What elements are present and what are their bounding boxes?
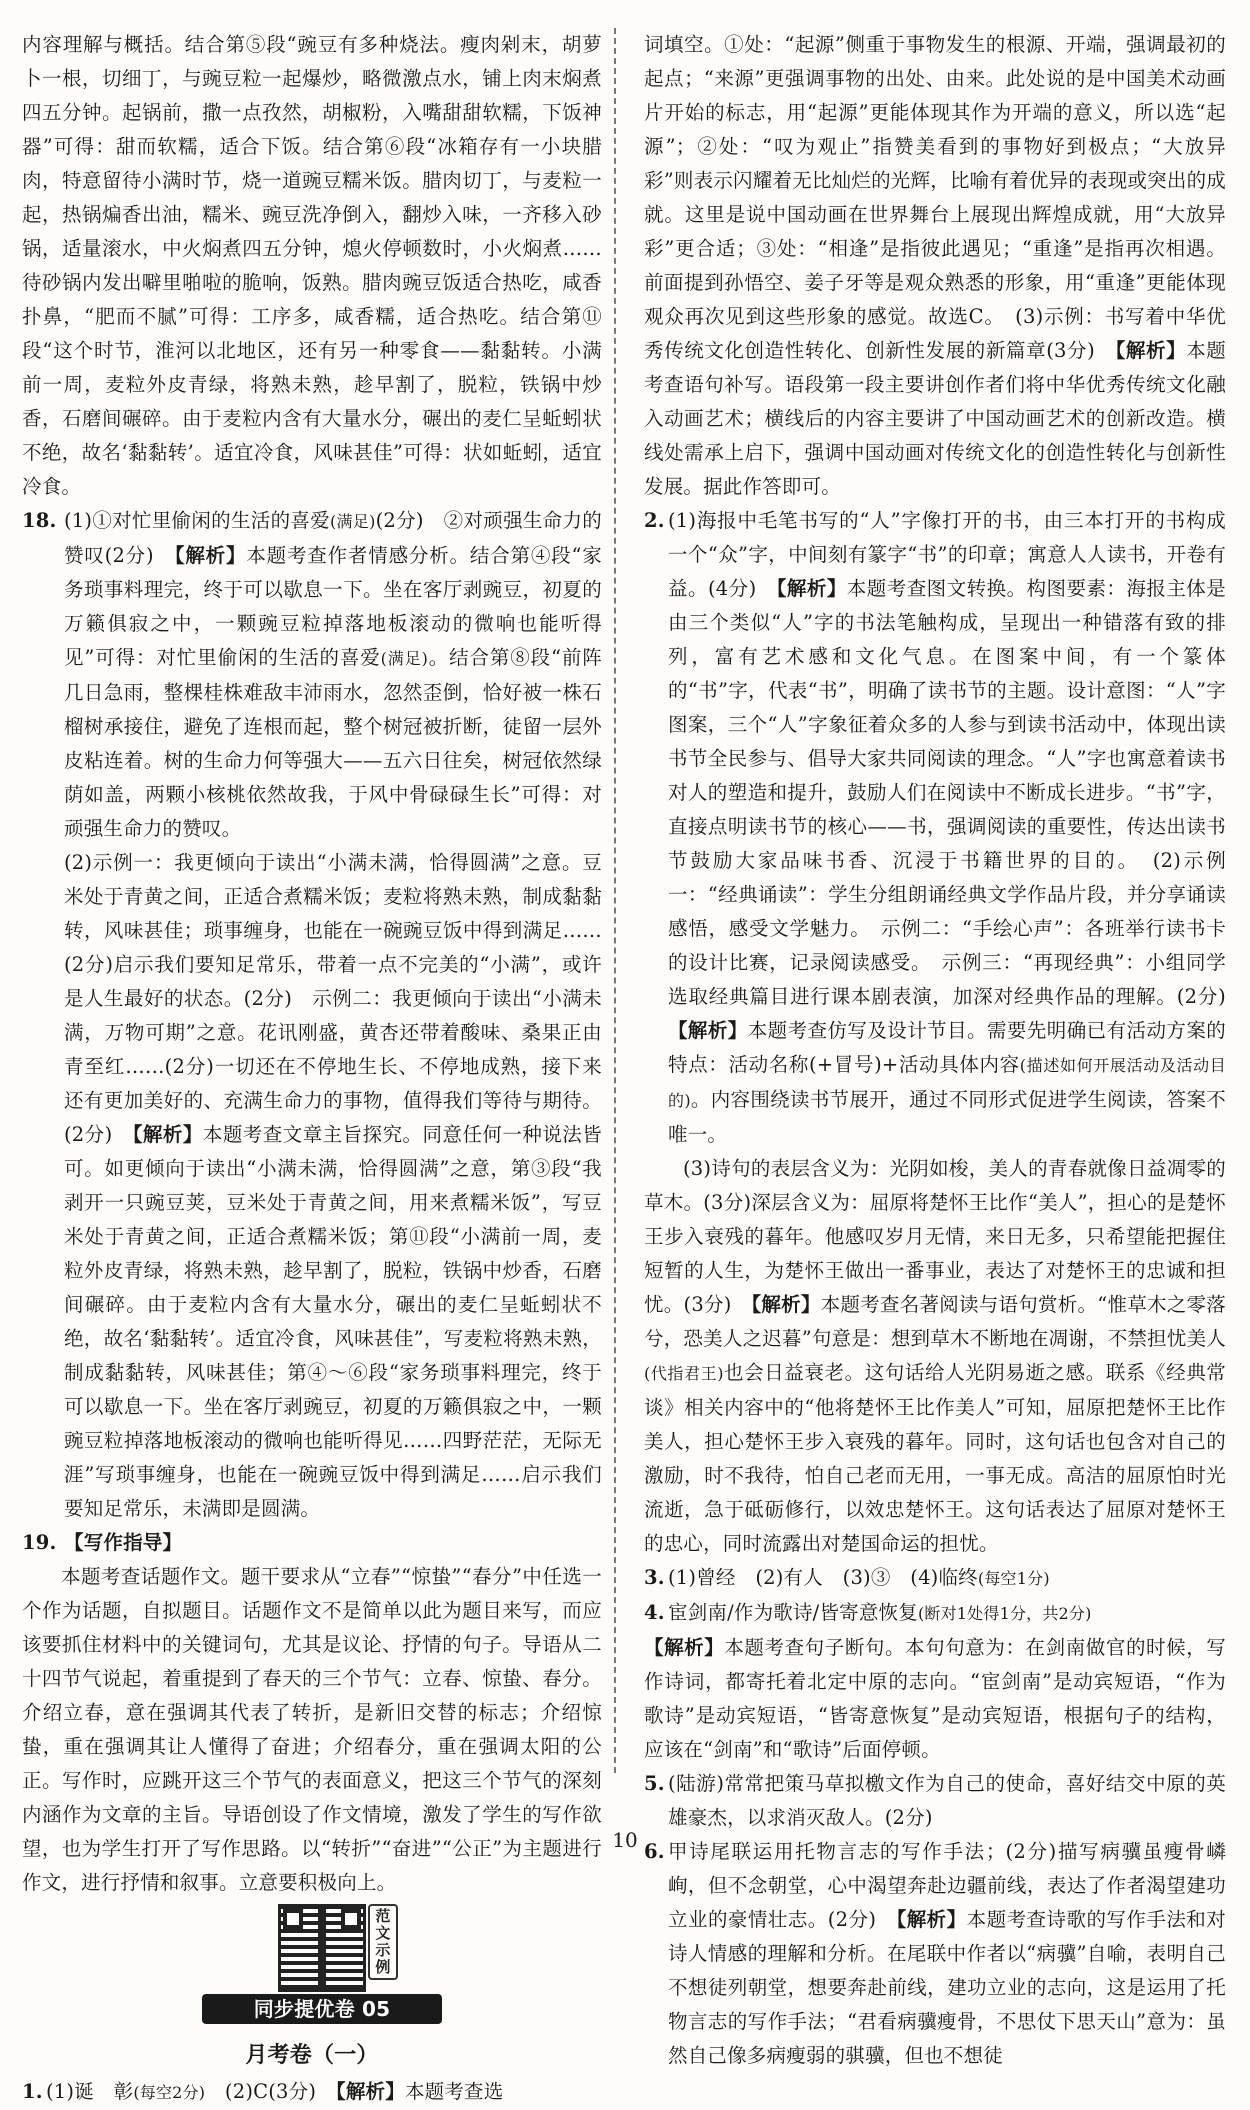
q2-g: 也会日益衰老。这句话给人光阴易逝之感。联系《经典常谈》相关内容中的“他将楚怀王比作美人”可知，屈原把楚怀王比作美人，担心楚怀王步入衰残的暮年。同时，这句话也包含对自己的激励，时不我待，怕自己老而无用，一事无成。高洁的屈原怕时光流逝，急于砥砺修行，以效忠楚怀王。这句话表达了屈原对楚怀王的忠心，同时流露出对楚国命运的担忧。: [644, 1361, 1226, 1555]
analysis-tag: 【解析】: [668, 1019, 748, 1042]
q4-number: 4.: [644, 1601, 665, 1624]
analysis-tag: 【解析】: [335, 2080, 405, 2103]
q6-number: 6.: [644, 1840, 665, 1863]
qr-section: [22, 1904, 602, 2039]
q3-a: (1)曾经 (2)有人 (3)③ (4)临终: [668, 1566, 978, 1589]
q6-a: 甲诗尾联运用托物言志的写作手法；(2分)描写病骥虽瘦骨嶙峋，但不念朝堂，心中渴望奔赴边疆前线，表达了作者渴望建功立业的豪情壮志。(2分): [668, 1840, 1226, 1931]
q2-part1: [668, 504, 1246, 1152]
column-divider: [614, 28, 616, 1773]
q4-text: [668, 1596, 1226, 1631]
q2-f-note: (代指君王): [644, 1364, 724, 1383]
q2-c-note: (描述如何开展活动及活动目的): [668, 1056, 1226, 1110]
q17-continued: 内容理解与概括。结合第⑤段“豌豆有多种烧法。瘦肉剁末，胡萝卜一根，切细丁，与豌豆粒一起爆炒，略微激点水，铺上肉末焖煮四五分钟。起锅前，撒一点孜然，胡椒粉，入嘴甜甜软糯，下饭神器”可得：甜而软糯，适合下饭。结合第⑥段“冰箱存有一小块腊肉，特意留待小满时节，烧一道豌豆糯米饭。腊肉切丁，与麦粒一起，热锅煸香出油，糯米、豌豆洗净倒入，翻炒入味，一齐移入砂锅，适量滚水，中火焖煮四五分钟，熄火停顿数时，小火焖煮……待砂锅内发出噼里啪啦的脆响，饭熟。腊肉豌豆饭适合热吃，咸香扑鼻，“肥而不腻”可得：工序多，咸香糯，适合热吃。结合第⑪段“这个时节，淮河以北地区，还有另一种零食——黏黏转。小满前一周，麦粒外皮青绿，将熟未熟，趁早割了，脱粒，铁锅中炒香，石磨间碾碎。由于麦粒内含有大量水分，碾出的麦仁呈蚯蚓状不绝，故名‘黏黏转’。适宜冷食，风味甚佳”可得：状如蚯蚓，适宜冷食。: [22, 33, 602, 498]
q4-answer: [644, 1596, 1226, 1631]
q18-p2-a: (2)示例一：我更倾向于读出“小满未满，恰得圆满”之意。豆米处于青黄之间，正适合煮糯米饭；麦粒将熟未熟，制成黏黏转，风味甚佳；琐事缠身，也能在一碗豌豆饭中得到满足……(2分)启示我们要知足常乐，带着一点不完美的“小满”，或许是人生最好的状态。(2分) 示例二：我更倾向于读出“小满未满，万物可期”之意。花讯刚盛，黄杏还带着酸味、桑果正由青至红……(2分)一切还在不停地生长、不停地成熟，接下来还有更加美好的、充满生命力的事物，值得我们等待与期待。(2分): [64, 851, 602, 1146]
q18-p1-note: (满足): [330, 512, 376, 531]
analysis-tag: 【解析】: [896, 1908, 967, 1931]
q2-part3: [644, 1152, 1226, 1561]
analysis-tag: 【解析】: [1115, 339, 1187, 362]
q1-text: [46, 2075, 602, 2110]
q4-analysis: [644, 1631, 1226, 1767]
q3-note: (每空1分): [977, 1569, 1050, 1588]
q2-e: (3)诗句的表层含义为：光阴如梭，美人的青春就像日益凋零的草木。(3分)深层含义为：屈原将楚怀王比作“美人”，担心的是楚怀王步入衰残的暮年。他感叹岁月无情，来日无多，只希望能把握住短暂的人生，为楚怀王做出一番事业，表达了对楚怀王的忠诚和担忧。(3分): [644, 1157, 1226, 1316]
q1-cont-a: 词填空。①处：“起源”侧重于事物发生的根源、开端，强调最初的起点；“来源”更强调事物的出处、由来。此处说的是中国美术动画片开始的标志，用“起源”更能体现其作为开端的意义，所以选“起源”；②处：“叹为观止”指赞美看到的事物好到极点；“大放异彩”则表示闪耀着无比灿烂的光辉，比喻有着优异的表现或突出的成就。这里是说中国动画在世界舞台上展现出辉煌成就，用“大放异彩”更合适；③处：“相逢”是指彼此遇见；“重逢”是指再次相遇。前面提到孙悟空、姜子牙等是观众熟悉的形象，用“重逢”更能体现观众再次见到这些形象的感觉。故选C。 (3)示例：书写着中华优秀传统文化创造性转化、创新性发展的新篇章(3分): [644, 33, 1226, 362]
q1-continued: [644, 28, 1226, 504]
right-column: [644, 28, 1246, 2073]
q18-p1-b: (2分) ②对顽强生命力的赞叹(2分): [64, 509, 602, 567]
q1-note: (每空2分): [133, 2083, 206, 2102]
q4-a: 宦剑南/作为歌诗/皆寄意恢复: [668, 1601, 918, 1624]
q18-answer: [22, 504, 602, 1526]
q19-heading: 【写作指导】: [64, 1531, 183, 1554]
q18-part1: [64, 504, 602, 846]
section-banner: 同步提优卷 05: [202, 1994, 442, 2024]
qr-label: 范文示例: [368, 1904, 398, 1980]
q5-text: (陆游)常常把策马草拟檄文作为自己的使命，喜好结交中原的英雄豪杰，以求消灭敌人。(2分): [668, 1772, 1227, 1829]
q18-p1-d: 。结合第⑧段“前阵几日急雨，整棵桂株难敌丰沛雨水，忽然歪倒，恰好被一株石榴树承接住，避免了连根而起，整个树冠被折断，徒留一层外皮粘连着。树的生命力何等强大——五六日往矣，树冠依然绿荫如盖，两颗小核桃依然故我，于风中骨碌碌生长”可得：对顽强生命力的赞叹。: [64, 646, 602, 840]
q4-note: (断对1处得1分，共2分): [917, 1604, 1092, 1623]
q5-answer: [644, 1767, 1226, 1835]
q3-answer: [644, 1561, 1226, 1596]
q6-b: 本题考查诗歌的写作手法和对诗人情感的理解和分析。在尾联中作者以“病骥”自喻，表明自己不想徒列朝堂，想要奔赴前线，建功立业的志向，这是运用了托物言志的写作手法；“君看病骥瘦骨，不思仗下思天山”意为：虽然自己像多病瘦弱的骐骥，但也不想徒: [668, 1908, 1226, 2067]
q18-p1-c: 本题考查作者情感分析。结合第④段“家务琐事料理完，终于可以歇息一下。坐在客厅剥豌豆，初夏的万籁俱寂之中，一颗豌豆粒掉落地板滚动的微响也能听得见”可得：对忙里偷闲的生活的喜爱: [64, 544, 602, 669]
q19-answer: [22, 1526, 602, 1560]
q2-a: (1)海报中毛笔书写的“人”字像打开的书，由三本打开的书构成一个“众”字，中间刻有篆字“书”的印章；寓意人人读书，开卷有益。(4分): [668, 509, 1226, 600]
q2-answer: [644, 504, 1246, 1152]
q1-c: 本题考查选: [404, 2080, 504, 2103]
analysis-tag: 【解析】: [644, 1636, 725, 1659]
q2-f: 本题考查名著阅读与语句赏析。“惟草木之零落兮，恐美人之迟暮”句意是：想到草木不断地在凋谢，不禁担忧美人: [644, 1293, 1226, 1350]
q2-d: 。内容围绕读书节展开，通过不同形式促进学生阅读，答案不唯一。: [668, 1088, 1226, 1146]
q18-part2: [64, 846, 602, 1526]
q3-number: 3.: [644, 1566, 665, 1589]
q2-c: 本题考查仿写及设计节目。需要先明确已有活动方案的特点：活动名称(+冒号)+活动具体内容: [668, 1019, 1226, 1076]
analysis-tag: 【解析】: [132, 1123, 203, 1146]
analysis-tag: 【解析】: [776, 577, 847, 600]
page-number: 10: [612, 1828, 638, 1852]
q18-p1-c-note: (满足): [380, 649, 429, 668]
q4-b: 本题考查句子断句。本句句意为：在剑南做官的时候，写作诗词，都寄托着北定中原的志向。“宦剑南”是动宾短语，“作为歌诗”是动宾短语，“皆寄意恢复”是动宾短语，根据句子的结构，应该在“剑南”和“歌诗”后面停顿。: [644, 1636, 1226, 1761]
q18-p2-b: 本题考查文章主旨探究。同意任何一种说法皆可。如更倾向于读出“小满未满，恰得圆满”之意，第③段“我剥开一只豌豆荚，豆米处于青黄之间，用来煮糯米饭”，写豆米处于青黄之间，正适合煮糯米饭；第⑪段“小满前一周，麦粒外皮青绿，将熟未熟，趁早割了，脱粒，铁锅中炒香，石磨间碾碎。由于麦粒内含有大量水分，碾出的麦仁呈蚯蚓状不绝，故名‘黏黏转’。适宜冷食，风味甚佳”，写麦粒将熟未熟，制成黏黏转，风味甚佳；第④～⑥段“家务琐事料理完，终于可以歇息一下。坐在客厅剥豌豆，初夏的万籁俱寂之中，一颗豌豆粒掉落地板滚动的微响也能听得见……四野茫茫，无际无涯”写琐事缠身，也能在一碗豌豆饭中得到满足……启示我们要知足常乐，未满即是圆满。: [64, 1123, 602, 1520]
q18-p1-a: (1)①对忙里偷闲的生活的喜爱: [64, 509, 330, 532]
q3-text: [668, 1561, 1226, 1596]
qr-code-icon[interactable]: [278, 1904, 366, 1992]
analysis-tag: 【解析】: [174, 544, 247, 567]
q19-number: 19.: [22, 1531, 57, 1554]
exam-subtitle: 月考卷（一）: [245, 2043, 379, 2068]
q5-number: 5.: [644, 1772, 665, 1795]
q2-b: 本题考查图文转换。构图要素：海报主体是由三个类似“人”字的书法笔触构成，呈现出一种错落有致的排列，富有艺术感和文化气息。在图案中间，有一个篆体的“书”字，代表“书”，明确了读书节的主题。设计意图：“人”字图案，三个“人”字象征着众多的人参与到读书活动中，体现出读书节全民参与、倡导大家共同阅读的理念。“人”字也寓意着读书对人的塑造和提升，鼓励人们在阅读中不断成长进步。“书”字，直接点明读书节的核心——书，强调阅读的重要性，传达出读书节鼓励大家品味书香、沉浸于书籍世界的目的。 (2)示例一：“经典诵读”：学生分组朗诵经典文学作品片段，并分享诵读感悟，感受文学魅力。 示例二：“手绘心声”：各班举行读书卡的设计比赛，记录阅读感受。 示例三：“再现经典”：小组同学选取经典篇目进行课本剧表演，加深对经典作品的理解。(2分): [668, 577, 1246, 1008]
q1-number: 1.: [22, 2080, 43, 2103]
q1-answer: [22, 2075, 602, 2110]
q19-body: 本题考查话题作文。题干要求从“立春”“惊蛰”“春分”中任选一个作为话题，自拟题目。话题作文不是简单以此为题目来写，而应该要抓住材料中的关键词句，尤其是议论、抒情的句子。导语从二十四节气说起，着重提到了春天的三个节气：立春、惊蛰、春分。介绍立春，意在强调其代表了转折，是新旧交替的标志；介绍惊蛰，重在强调其让人懂得了奋进；介绍春分，重在强调太阳的公正。写作时，应跳开这三个节气的表面意义，把这三个节气的深刻内涵作为文章的主旨。导语创设了作文情境，激发了学生的写作欲望，也为学生打开了写作思路。以“转折”“奋进”“公正”为主题进行作文，进行抒情和叙事。立意要积极向上。: [22, 1565, 602, 1894]
left-column: [22, 28, 602, 2110]
analysis-tag: 【解析】: [751, 1293, 821, 1316]
q1-cont-b: 本题考查语句补写。语段第一段主要讲创作者们将中华优秀传统文化融入动画艺术；横线后的内容主要讲了中国动画艺术的创新改造。横线处需承上启下，强调中国动画对传统文化的创造性转化与创新性发展。据此作答即可。: [644, 339, 1226, 498]
q1-b: (2)C(3分): [205, 2080, 336, 2103]
q2-number: 2.: [644, 509, 665, 532]
q18-number: 18.: [22, 509, 57, 532]
q1-a: (1)诞 彰: [46, 2080, 134, 2103]
